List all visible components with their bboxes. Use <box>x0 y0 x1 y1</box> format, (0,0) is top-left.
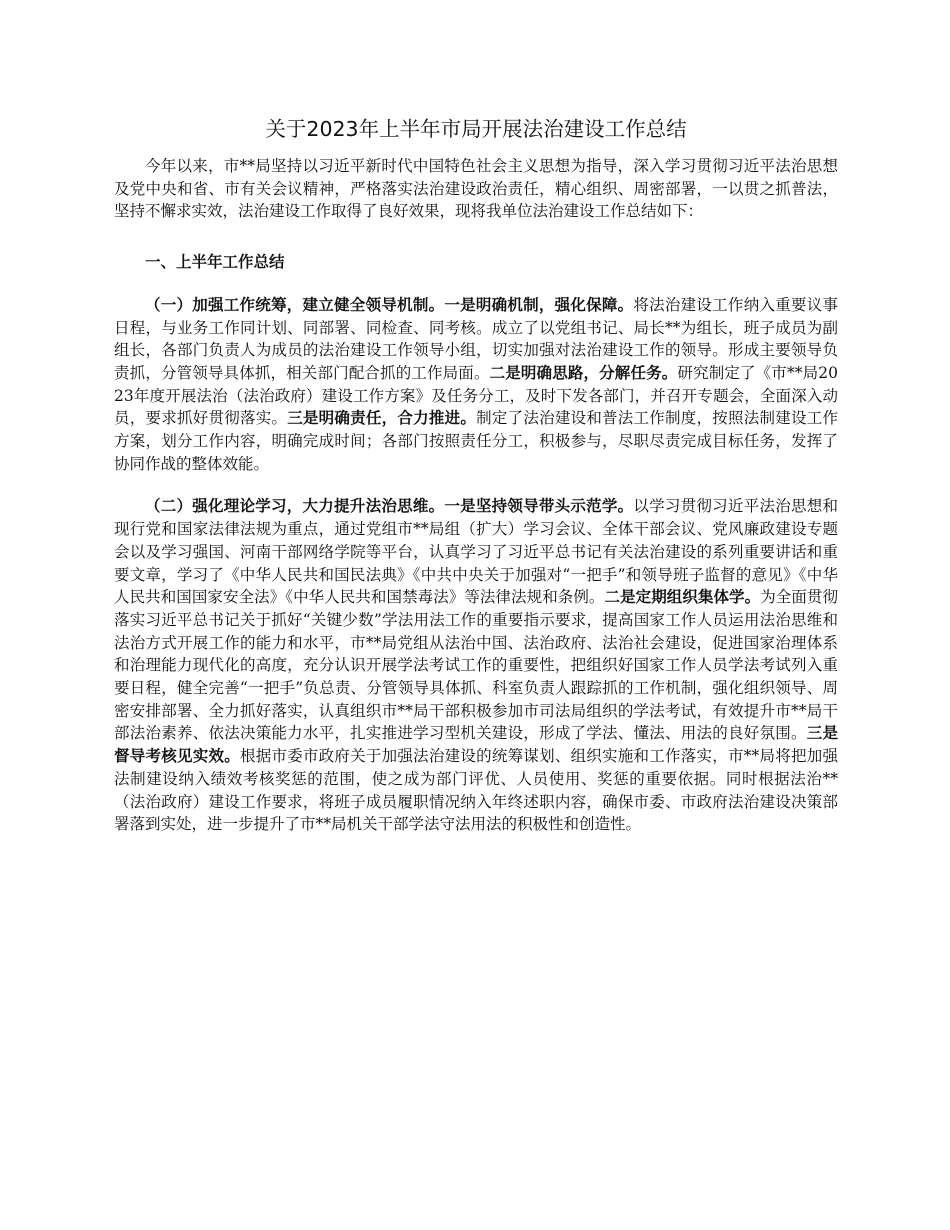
sub2-point2-text: 为全面贯彻落实习近平总书记关于抓好“关键少数”学法用法工作的重要指示要求，提高国家工作人员运用法治思维和法治方式开展工作的能力和水平，市**局党组从法治中国、法治政府、法治社会建设，促进国家治理体系和治理能力现代化的高度，充分认识开展学法考试工作的重要性，把组织好国家工作人员学法考试列入重要日程，健全完善“一把手”负总责、分管领导具体抓、科室负责人跟踪抓的工作机制，强化组织领导、周密安排部署、全力抓好落实，认真组织市**局干部积极参加市司法局组织的学法考试，有效提升市**局干部法治素养、依法决策能力水平，扎实推进学习型机关建设，形成了学法、懂法、用法的良好氛围。 <box>114 588 838 743</box>
sub2-point3-label: 三是督导考核见实效。 <box>114 724 838 766</box>
subsection-2-paragraph <box>114 495 838 836</box>
sub1-point3-text: 制定了法治建设和普法工作制度，按照法制建设工作方案，划分工作内容，明确完成时间；各部门按照责任分工，积极参与，尽职尽责完成目标任务，发挥了协同作战的整体效能。 <box>114 409 838 473</box>
section-heading: 一、上半年工作总结 <box>145 253 285 272</box>
sub1-point2-label: 二是明确思路，分解任务。 <box>489 363 678 382</box>
sub2-point1-label: 一是坚持领导带头示范学。 <box>444 497 634 516</box>
subsection-1-paragraph <box>114 294 838 476</box>
document-page <box>114 0 838 836</box>
sub1-point1-label: 一是明确机制，强化保障。 <box>444 295 634 314</box>
intro-paragraph: 今年以来，市**局坚持以习近平新时代中国特色社会主义思想为指导，深入学习贯彻习近平法治思想及党中央和省、市有关会议精神，严格落实法治建设政治责任，精心组织、周密部署，一以贯之抓普法，坚持不懈求实效，法治建设工作取得了良好效果，现将我单位法治建设工作总结如下： <box>114 157 838 221</box>
subsection-2-heading: （二）强化理论学习，大力提升法治思维。 <box>145 497 445 516</box>
sub2-point3-text: 根据市委市政府关于加强法治建设的统筹谋划、组织实施和工作落实，市**局将把加强法制建设纳入绩效考核奖惩的范围，使之成为部门评优、人员使用、奖惩的重要依据。同时根据法治**（法治政府）建设工作要求，将班子成员履职情况纳入年终述职内容，确保市委、市政府法治建设决策部署落到实处，进一步提升了市**局机关干部学法守法用法的积极性和创造性。 <box>114 747 838 834</box>
sub2-point1-text: 以学习贯彻习近平法治思想和现行党和国家法律法规为重点，通过党组市**局组（扩大）学习会议、全体干部会议、党风廉政建设专题会以及学习强国、河南干部网络学院等平台，认真学习了习近平总书记有关法治建设的系列重要讲话和重要文章，学习了《中华人民共和国民法典》《中共中央关于加强对“一把手”和领导班子监督的意见》《中华人民共和国国家安全法》《中华人民共和国禁毒法》等法律法规和条例。 <box>114 497 838 607</box>
sub1-point2-text: 研究制定了《市**局2023年度开展法治（法治政府）建设工作方案》及任务分工，及时下发各部门，并召开专题会，全面深入动员，要求抓好贯彻落实。 <box>114 363 838 428</box>
sub2-point2-label: 二是定期组织集体学。 <box>604 588 761 607</box>
sub1-point3-label: 三是明确责任，合力推进。 <box>287 409 477 428</box>
sub1-point1-text: 将法治建设工作纳入重要议事日程，与业务工作同计划、同部署、同检查、同考核。成立了以党组书记、局长**为组长，班子成员为副组长，各部门负责人为成员的法治建设工作领导小组，切实加强对法治建设工作的领导。形成主要领导负责抓，分管领导具体抓，相关部门配合抓的工作局面。 <box>114 295 838 382</box>
subsection-1-heading: （一）加强工作统筹，建立健全领导机制。 <box>145 295 445 314</box>
document-title: 关于2023年上半年市局开展法治建设工作总结 <box>265 117 687 141</box>
